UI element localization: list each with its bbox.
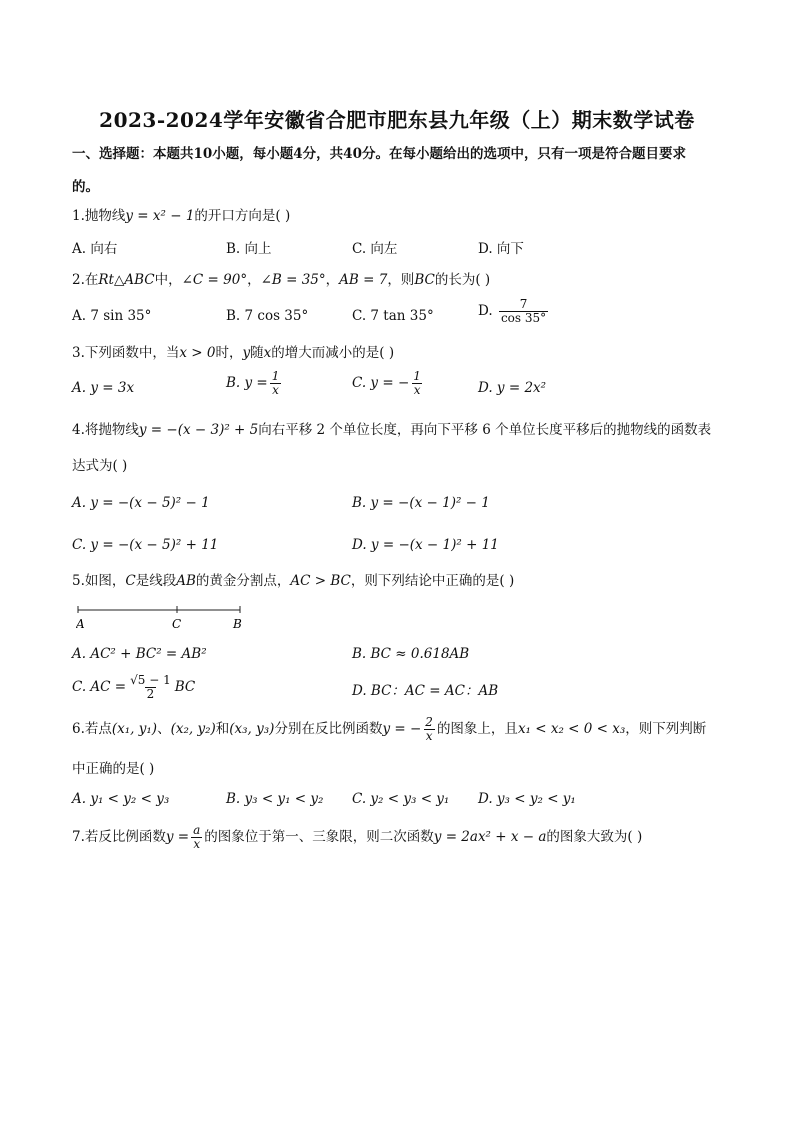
q2-suffix: 的长为( )	[434, 272, 491, 288]
q5-point-c: C	[125, 573, 136, 589]
question-6-line2: 中正确的是( )	[72, 761, 155, 777]
q6-mid2: 的图象上，且	[436, 721, 518, 737]
q5-option-c-tail: BC	[174, 679, 196, 695]
q1-option-b: B. 向上	[226, 241, 272, 257]
q5-mid: 是线段	[135, 573, 177, 589]
q2-option-c: C. 7 tan 35°	[352, 308, 434, 324]
q5-suffix: ，则下列结论中正确的是( )	[350, 573, 515, 589]
q6-func-numerator: 2	[425, 715, 433, 729]
q4-prefix: 4.将抛物线	[72, 422, 139, 438]
q4-expression: y = −(x − 3)² + 5	[138, 422, 259, 438]
label-a: A	[76, 617, 85, 631]
q3-option-b-denominator: x	[272, 383, 279, 397]
q2-option-b: B. 7 cos 35°	[226, 308, 309, 324]
q6-func-label: y = −	[382, 721, 422, 737]
label-b: B	[233, 617, 242, 631]
q5-mid2: 的黄金分割点，	[195, 573, 291, 589]
q7-suffix: 的图象大致为( )	[546, 829, 643, 845]
q2-side-ab: AB = 7	[339, 272, 388, 288]
q3-prefix: 3.下列函数中，当	[72, 345, 180, 361]
q1-option-a: A. 向右	[72, 241, 118, 257]
q3-option-b-fraction	[270, 370, 282, 397]
q2-option-d-label: D.	[478, 303, 493, 319]
q3-option-c-fraction	[411, 370, 423, 397]
q3-x: x	[263, 345, 272, 361]
q5-segment-ab: AB	[176, 573, 196, 589]
q7-func-label: y =	[165, 829, 190, 845]
q1-expression: y = x² − 1	[125, 208, 195, 224]
q1-prefix: 1.抛物线	[72, 208, 126, 224]
q3-mid2: 随	[250, 345, 264, 361]
q7-func-numerator: a	[193, 823, 201, 837]
q2-angle-c: ∠C = 90°	[181, 272, 248, 288]
label-c: C	[172, 617, 182, 631]
q6-suffix: ，则下列判断	[625, 721, 707, 737]
q3-suffix: 的增大而减小的是( )	[271, 345, 395, 361]
question-4	[72, 421, 711, 439]
question-4-line2: 达式为( )	[72, 458, 128, 474]
q3-option-c-denominator: x	[413, 383, 421, 397]
q6-option-d: D. y₃ < y₂ < y₁	[478, 791, 576, 807]
q2-triangle: Rt△ABC	[98, 272, 155, 288]
q3-mid: 时，	[215, 345, 243, 361]
q1-suffix: 的开口方向是( )	[194, 208, 291, 224]
question-7	[72, 824, 642, 851]
q3-option-a: A. y = 3x	[72, 380, 135, 396]
q4-option-c: C. y = −(x − 5)² + 11	[72, 537, 219, 553]
q7-expression: y = 2ax² + x − a	[433, 829, 547, 845]
q5-option-c-numerator: √5 − 1	[130, 673, 171, 687]
q5-option-d: D. BC：AC = AC：AB	[352, 683, 499, 699]
q2-option-d	[478, 298, 550, 325]
q6-option-b: B. y₃ < y₁ < y₂	[226, 791, 324, 807]
q5-option-b: B. BC ≈ 0.618AB	[352, 646, 470, 662]
q3-option-c	[352, 370, 425, 397]
q2-option-d-fraction	[499, 298, 548, 325]
q2-option-a: A. 7 sin 35°	[72, 308, 152, 324]
question-2: 2.在Rt△ABC中，∠C = 90°，∠B = 35°，AB = 7，则BC的长为( )	[72, 272, 491, 288]
q4-option-b: B. y = −(x − 1)² − 1	[352, 495, 490, 511]
q2-option-d-denominator: cos 35°	[500, 311, 547, 325]
q5-option-c-denominator: 2	[146, 687, 155, 701]
q4-option-d: D. y = −(x − 1)² + 11	[352, 537, 499, 553]
q7-func-denominator: x	[193, 837, 201, 851]
q7-func-fraction	[191, 824, 202, 851]
q6-sep: 、	[157, 721, 171, 737]
q3-option-b-numerator: 1	[271, 369, 280, 383]
q5-option-c-fraction	[128, 674, 173, 701]
q5-segment-figure	[76, 604, 246, 634]
q3-option-d: D. y = 2x²	[478, 380, 547, 396]
q6-option-c: C. y₂ < y₃ < y₁	[352, 791, 450, 807]
q6-and: 和	[215, 721, 230, 737]
question-5	[72, 572, 514, 590]
q2-option-d-numerator: 7	[519, 297, 528, 311]
q6-func-fraction	[423, 716, 435, 743]
q3-option-b	[226, 370, 283, 397]
q2-bc: BC	[414, 272, 435, 288]
q2-mid2: ，则	[387, 272, 415, 288]
q4-suffix: 向右平移 2 个单位长度，再向下平移 6 个单位长度平移后的抛物线的函数表	[258, 422, 712, 438]
q1-option-d: D. 向下	[478, 241, 524, 257]
q1-option-c: C. 向左	[352, 241, 398, 257]
q3-option-c-numerator: 1	[413, 369, 421, 383]
q3-condition: x > 0	[179, 345, 216, 361]
q6-mid: 分别在反比例函数	[274, 721, 383, 737]
q5-option-c	[72, 674, 195, 701]
q6-point-1: (x₁, y₁)	[111, 721, 158, 737]
q3-option-b-label: B. y =	[226, 375, 268, 391]
q5-condition: AC > BC	[290, 573, 351, 589]
q6-prefix: 6.若点	[72, 721, 112, 737]
q5-prefix: 5.如图，	[72, 573, 126, 589]
q2-angle-b: ∠B = 35°	[260, 272, 326, 288]
exam-title: 2023-2024学年安徽省合肥市肥东县九年级（上）期末数学试卷	[99, 108, 695, 132]
q5-option-a: A. AC² + BC² = AB²	[72, 646, 207, 662]
q6-option-a: A. y₁ < y₂ < y₃	[72, 791, 170, 807]
q6-func-denominator: x	[425, 729, 433, 743]
q3-y: y	[242, 345, 251, 361]
q2-mid: 中，	[154, 272, 182, 288]
q6-point-2: (x₂, y₂)	[170, 721, 216, 737]
question-1	[72, 207, 290, 225]
q4-option-a: A. y = −(x − 5)² − 1	[72, 495, 210, 511]
q7-prefix: 7.若反比例函数	[72, 829, 166, 845]
question-6	[72, 716, 706, 743]
q3-option-c-label: C. y = −	[352, 375, 410, 391]
section-instruction-line1: 一、选择题：本题共10小题，每小题4分，共40分。在每小题给出的选项中，只有一项是符合题目要求	[72, 146, 686, 162]
q6-point-3: (x₃, y₃)	[229, 721, 275, 737]
section-instruction-line2: 的。	[72, 179, 99, 195]
question-3	[72, 344, 394, 362]
q5-option-c-label: C. AC =	[72, 679, 127, 695]
q6-condition: x₁ < x₂ < 0 < x₃	[517, 721, 626, 737]
q7-mid: 的图象位于第一、三象限，则二次函数	[204, 829, 434, 845]
q2-prefix: 2.在	[72, 272, 99, 288]
